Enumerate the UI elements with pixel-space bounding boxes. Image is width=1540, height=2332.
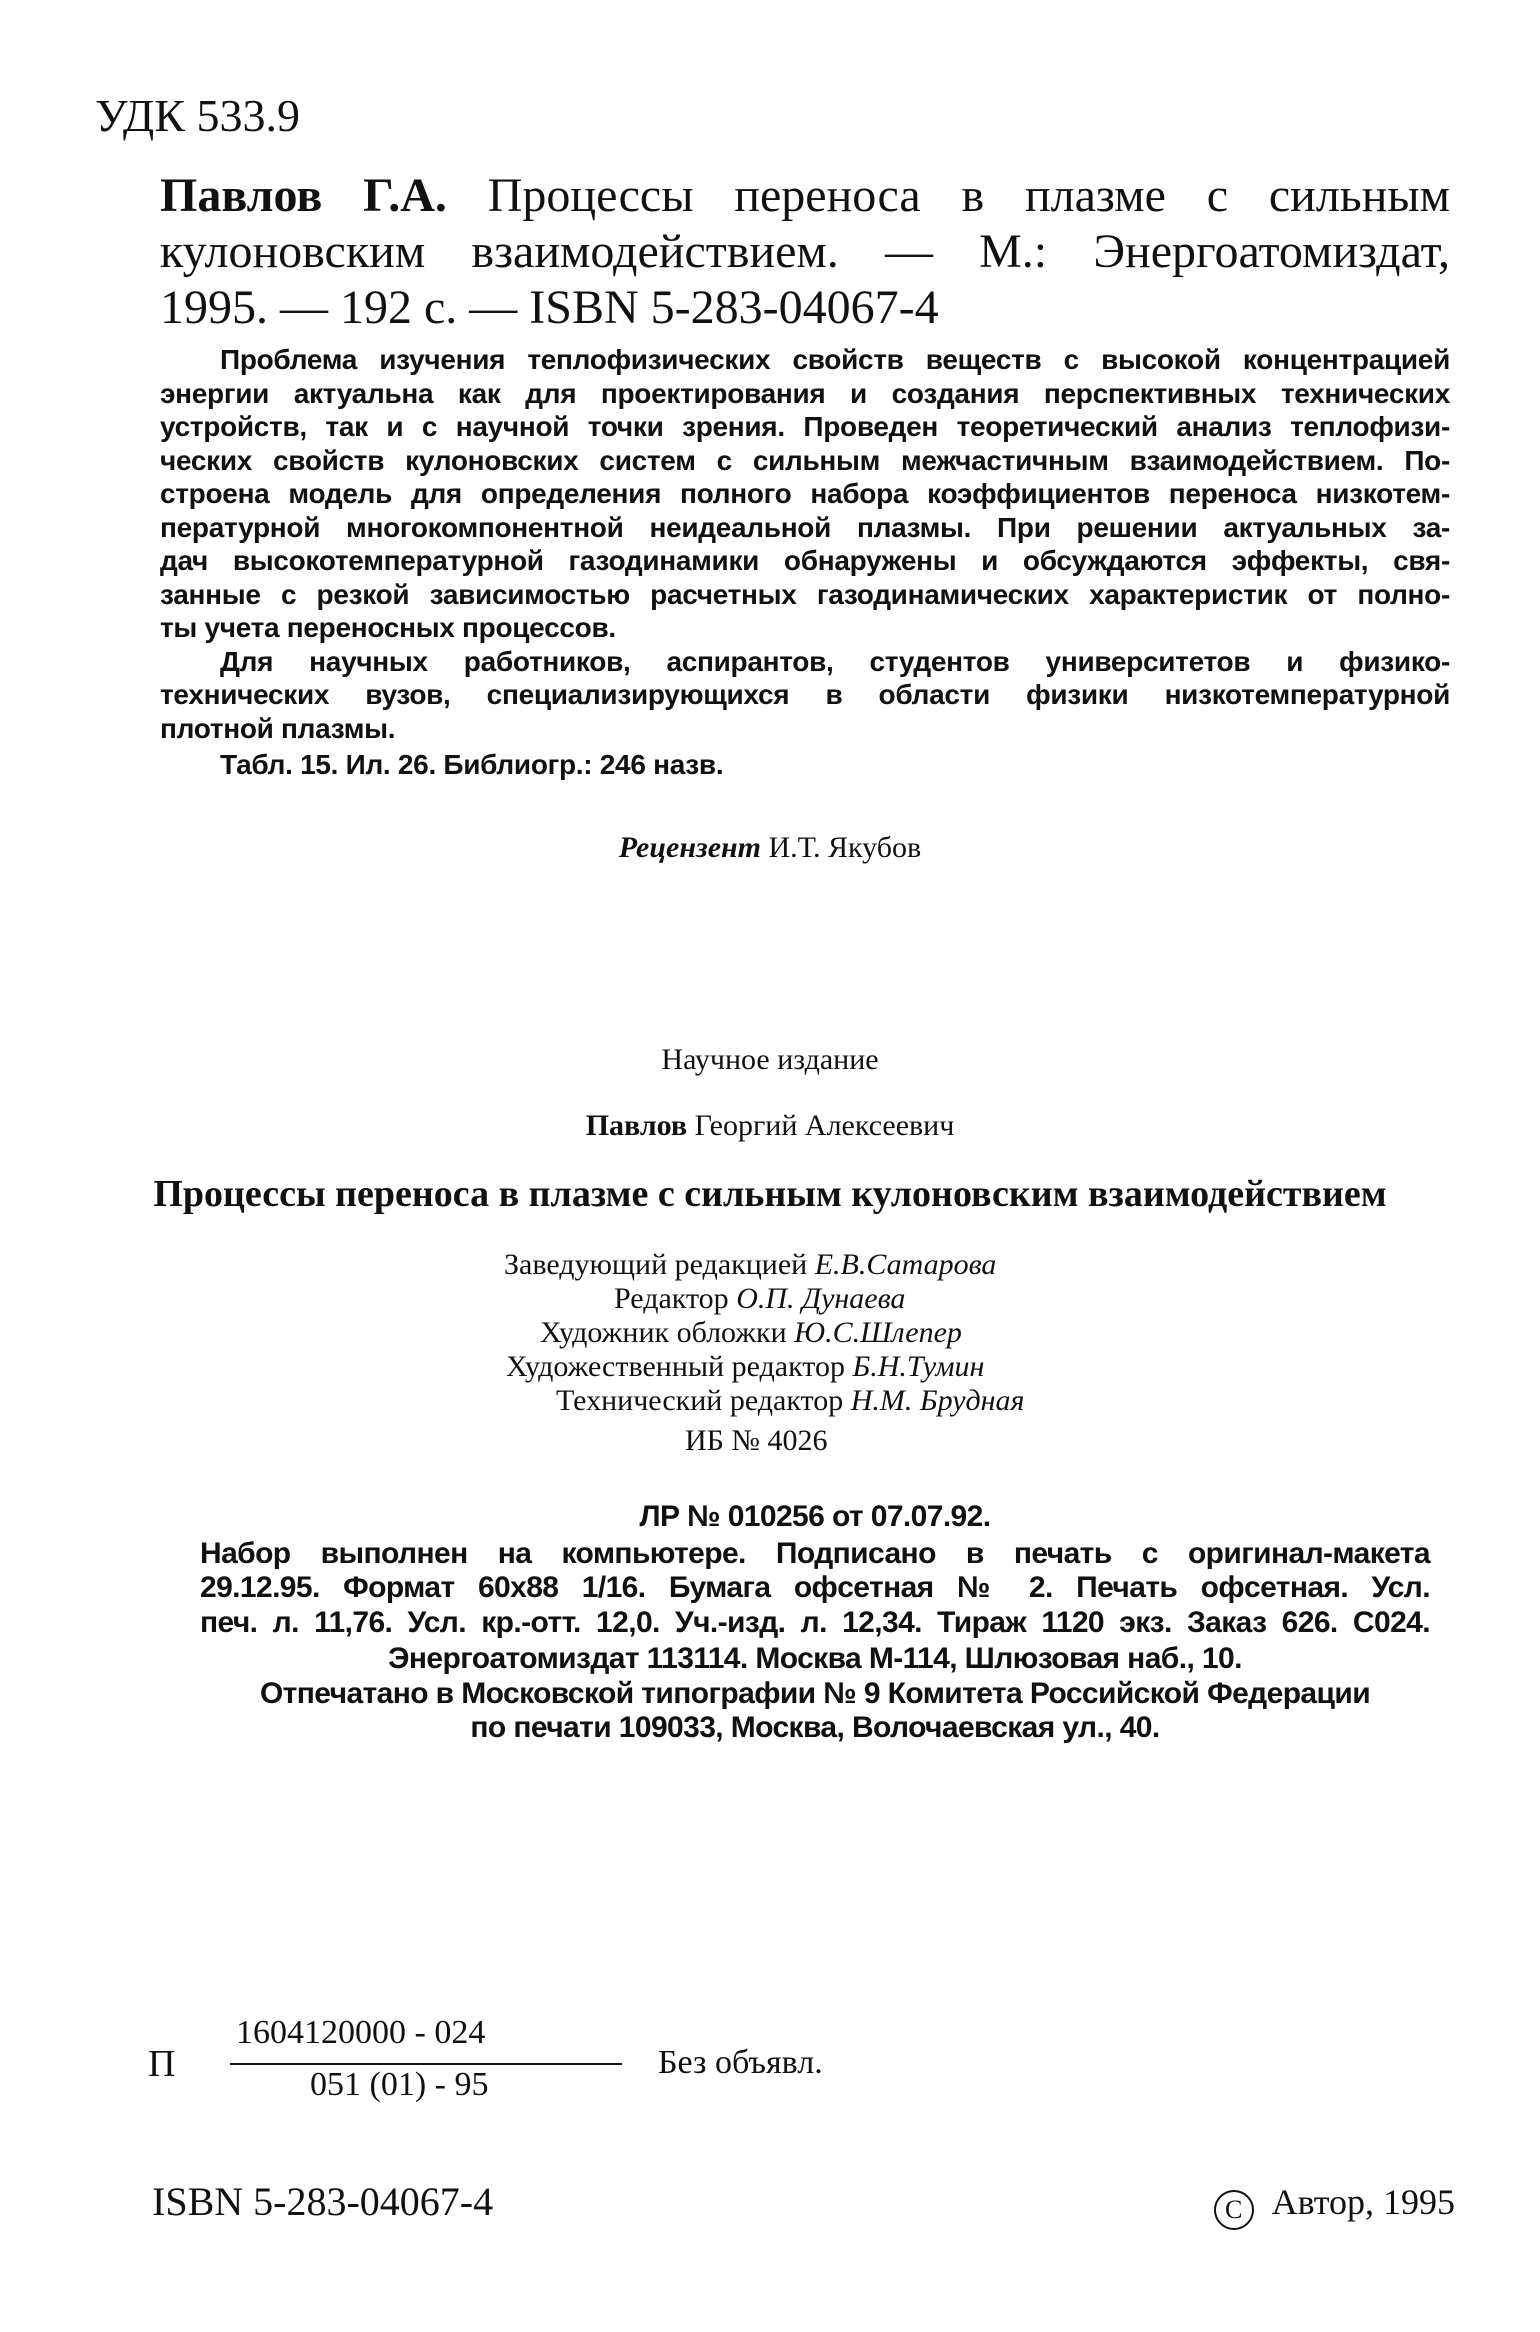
staff-role: Технический редактор: [556, 1384, 844, 1417]
price-code-numerator: 1604120000 - 024: [236, 2014, 486, 2051]
copyright: [1214, 2178, 1455, 2230]
price-code-denominator: 051 (01) - 95: [310, 2066, 489, 2103]
abstract-line: строена модель для определения полного набора коэффициентов переноса низкотем-: [160, 478, 1450, 509]
abstract-stats: Табл. 15. Ил. 26. Библиогр.: 246 назв.: [220, 749, 724, 780]
staff-entry: [506, 1350, 984, 1384]
audience-line: технических вузов, специализирующихся в области физики низкотемпературной: [160, 679, 1450, 710]
abstract: [160, 343, 1450, 782]
audience-line: плотной плазмы.: [160, 712, 396, 744]
abstract-line: дач высокотемпературной газодинамики обнаружены и обсуждаются эффекты, свя-: [160, 545, 1450, 576]
imprint-line: Набор выполнен на компьютере. Подписано в печать с оригинал-макета: [200, 1536, 1430, 1570]
reviewer: [0, 828, 1540, 868]
citation-line-2: кулоновским взаимодействием. — М.: Энергоатомиздат,: [160, 225, 1450, 278]
staff-row: [0, 1248, 1540, 1282]
staff-person: Б.Н.Тумин: [852, 1350, 985, 1383]
price-code-letter: П: [148, 2043, 176, 2085]
edition-type: Научное издание: [661, 1043, 879, 1076]
abstract-line: устройств, так и с научной точки зрения. Проведен теоретический анализ теплофизи-: [160, 411, 1450, 442]
citation-title-start: Процессы переноса в плазме с сильным: [487, 169, 1451, 222]
bibliographic-citation: [160, 168, 1450, 336]
abstract-line: Проблема изучения теплофизических свойств веществ с высокой концентрацией: [220, 344, 1450, 375]
price-code: [148, 2014, 848, 2124]
staff-row: [0, 1350, 1540, 1384]
license-number: ЛР № 010256 от 07.07.92.: [639, 1500, 991, 1533]
copyright-icon: C: [1214, 2190, 1254, 2230]
reviewer-name: И.Т. Якубов: [768, 831, 922, 864]
editorial-staff: [0, 1248, 1540, 1458]
staff-row: [0, 1424, 1540, 1458]
staff-role: Художественный редактор: [506, 1350, 845, 1383]
book-title: Процессы переноса в плазме с сильным кулоновским взаимодействием: [153, 1173, 1387, 1215]
citation-line-1: [160, 168, 1450, 224]
copyright-text: Автор, 1995: [1271, 2182, 1455, 2222]
print-imprint: [200, 1500, 1430, 1746]
staff-role: Редактор: [614, 1282, 729, 1315]
price-note: Без объявл.: [658, 2044, 823, 2081]
citation-line-3: 1995. — 192 с. — ISBN 5-283-04067-4: [160, 281, 939, 334]
staff-person: Е.В.Сатарова: [814, 1248, 997, 1281]
abstract-line: пературной многокомпонентной неидеальной плазмы. При решении актуальных за-: [160, 511, 1450, 543]
fraction-rule: [230, 2063, 622, 2065]
reviewer-role: Рецензент: [618, 831, 762, 864]
staff-entry: [504, 1248, 996, 1282]
staff-role: Заведующий редакцией: [504, 1248, 808, 1281]
ib-number: ИБ № 4026: [685, 1424, 828, 1457]
author-surname: Павлов: [585, 1109, 688, 1142]
staff-person: О.П. Дунаева: [736, 1282, 906, 1315]
printer-line: по печати 109033, Москва, Волочаевская ул., 40.: [470, 1711, 1160, 1744]
abstract-line: энергии актуальна как для проектирования и создания перспективных технических: [160, 377, 1450, 409]
citation-author: Павлов Г.А.: [160, 169, 447, 222]
staff-role: Художник обложки: [540, 1316, 787, 1349]
abstract-line: ты учета переносных процессов.: [160, 612, 616, 643]
audience-line: Для научных работников, аспирантов, студентов университетов и физико-: [220, 645, 1450, 677]
author-full-name: [0, 1106, 1540, 1146]
footer-isbn: ISBN 5-283-04067-4: [152, 2179, 494, 2224]
publisher-address: Энергоатомиздат 113114. Москва М-114, Шлюзовая наб., 10.: [388, 1642, 1242, 1675]
imprint-line: 29.12.95. Формат 60x88 1/16. Бумага офсетная № 2. Печать офсетная. Усл.: [200, 1571, 1430, 1604]
staff-person: Ю.С.Шлепер: [794, 1316, 962, 1349]
staff-entry: [540, 1316, 962, 1350]
author-given-names: Георгий Алексеевич: [694, 1109, 955, 1142]
abstract-line: занные с резкой зависимостью расчетных газодинамических характеристик от полно-: [160, 578, 1450, 610]
staff-entry: [614, 1282, 905, 1316]
staff-row: [0, 1384, 1540, 1418]
udk-code: УДК 533.9: [95, 90, 300, 141]
printer-line: Отпечатано в Московской типографии № 9 Комитета Российской Федерации: [259, 1676, 1371, 1710]
staff-entry: [556, 1384, 1024, 1418]
staff-row: [0, 1282, 1540, 1316]
imprint-line: печ. л. 11,76. Усл. кр.-отт. 12,0. Уч.-изд. л. 12,34. Тираж 1120 экз. Заказ 626. С024.: [200, 1605, 1430, 1639]
abstract-line: ческих свойств кулоновских систем с сильным межчастичным взаимодействием. По-: [160, 444, 1450, 476]
staff-person: Н.М. Брудная: [850, 1384, 1025, 1417]
staff-row: [0, 1316, 1540, 1350]
